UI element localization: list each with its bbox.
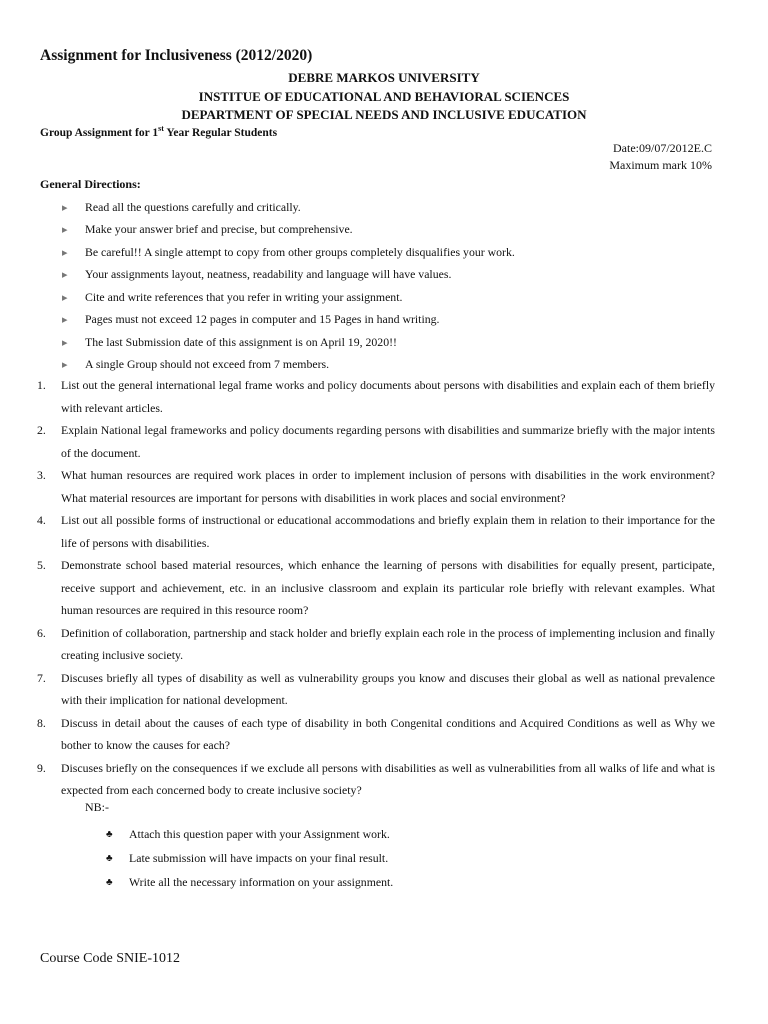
direction-item (62, 309, 722, 332)
arrow-bullet-icon: ▸ (62, 201, 68, 214)
nb-list (106, 822, 393, 894)
nb-label: NB:- (85, 800, 109, 814)
question-item (37, 757, 715, 802)
nb-text: Write all the necessary information on your assignment. (129, 874, 394, 889)
direction-text: Make your answer brief and precise, but comprehensive. (85, 222, 353, 237)
institute-name: INSTITUE OF EDUCATIONAL AND BEHAVIORAL SCIENCES (198, 89, 570, 104)
university-name: DEBRE MARKOS UNIVERSITY (288, 70, 480, 85)
question-item (37, 712, 715, 757)
document-title: Assignment for Inclusiveness (2012/2020) (40, 47, 313, 64)
question-item (37, 667, 715, 712)
direction-text: A single Group should not exceed from 7 members. (85, 357, 330, 372)
question-item (37, 374, 715, 419)
question-text: Definition of collaboration, partnership and stack holder and briefly explain each role in the process of implementing inclusion and finally creating inclusive society. (61, 625, 715, 662)
question-text: List out all possible forms of instructional or educational accommodations and briefly explain them in relation to their importance for the life of persons with disabilities. (61, 513, 715, 550)
question-text: Discuses briefly all types of disability as well as vulnerability groups you know and discuses their global as well as national prevalence with their implication for national development. (61, 670, 715, 707)
question-item (37, 509, 715, 554)
question-text: Discuses briefly on the consequences if we exclude all persons with disabilities as well as vulnerabilities from all walks of life and what is expected from each concerned body to create inclusive society? (61, 760, 715, 797)
arrow-bullet-icon: ▸ (62, 359, 68, 372)
question-text: Explain National legal frameworks and policy documents regarding persons with disabilities and summarize briefly with the major intents of the document. (61, 423, 715, 460)
question-item (37, 464, 715, 509)
direction-text: Cite and write references that you refer in writing your assignment. (85, 289, 403, 304)
arrow-bullet-icon: ▸ (62, 314, 68, 327)
club-bullet-icon: ♣ (106, 828, 113, 840)
question-number: 7. (37, 670, 46, 685)
questions-list (37, 374, 715, 802)
general-directions-heading: General Directions: (40, 177, 141, 191)
ordinal-suffix: st (158, 124, 164, 133)
direction-item (62, 354, 722, 377)
question-item (37, 554, 715, 622)
direction-item (62, 286, 722, 309)
general-directions-list (62, 196, 722, 376)
arrow-bullet-icon: ▸ (62, 224, 68, 237)
arrow-bullet-icon: ▸ (62, 336, 68, 349)
arrow-bullet-icon: ▸ (62, 246, 68, 259)
course-code: Course Code SNIE-1012 (40, 951, 180, 966)
question-text: Discuss in detail about the causes of each type of disability in both Congenital conditions and Acquired Conditions as well as Why we bother to know the causes for each? (61, 715, 715, 752)
maximum-mark: Maximum mark 10% (609, 158, 712, 172)
question-text: What human resources are required work places in order to implement inclusion of persons with disabilities in the work environment? What material resources are important for persons with disabilities in work places and social environment? (61, 468, 715, 505)
question-number: 2. (37, 423, 46, 437)
direction-item (62, 196, 722, 219)
club-bullet-icon: ♣ (106, 876, 113, 888)
question-text: Demonstrate school based material resources, which enhance the learning of persons with disabilities for equally present, participate, receive support and achievement, etc. in an inclusive classroom and explain its particular role briefly with relevant examples. What human resources are required in this resource room? (61, 558, 715, 617)
direction-text: Your assignments layout, neatness, readability and language will have values. (85, 267, 452, 282)
arrow-bullet-icon: ▸ (62, 291, 68, 304)
question-number: 1. (37, 378, 46, 392)
question-number: 5. (37, 558, 46, 572)
nb-text: Attach this question paper with your Assignment work. (129, 826, 390, 841)
question-item (37, 622, 715, 667)
direction-text: The last Submission date of this assignment is on April 19, 2020!! (85, 334, 397, 349)
nb-item (106, 870, 393, 894)
question-number: 8. (37, 715, 46, 730)
direction-item (62, 241, 722, 264)
nb-text: Late submission will have impacts on your final result. (129, 850, 389, 865)
question-number: 3. (37, 468, 46, 482)
direction-text: Read all the questions carefully and critically. (85, 199, 301, 214)
direction-item (62, 219, 722, 242)
question-text: List out the general international legal frame works and policy documents about persons with disabilities and explain each of them briefly with relevant articles. (61, 378, 715, 415)
direction-item (62, 331, 722, 354)
direction-text: Be careful!! A single attempt to copy from other groups completely disqualifies your work. (85, 244, 515, 259)
assignment-date: Date:09/07/2012E.C (613, 141, 712, 155)
direction-text: Pages must not exceed 12 pages in computer and 15 Pages in hand writing. (85, 312, 440, 327)
direction-item (62, 264, 722, 287)
question-number: 4. (37, 513, 46, 527)
club-bullet-icon: ♣ (106, 852, 113, 864)
department-name: DEPARTMENT OF SPECIAL NEEDS AND INCLUSIVE EDUCATION (181, 107, 587, 122)
group-assignment-line: Group Assignment for 1st Year Regular Students (40, 124, 278, 139)
question-number: 9. (37, 760, 46, 775)
question-item (37, 419, 715, 464)
nb-item (106, 846, 393, 870)
nb-item (106, 822, 393, 846)
arrow-bullet-icon: ▸ (62, 269, 68, 282)
question-number: 6. (37, 625, 46, 640)
